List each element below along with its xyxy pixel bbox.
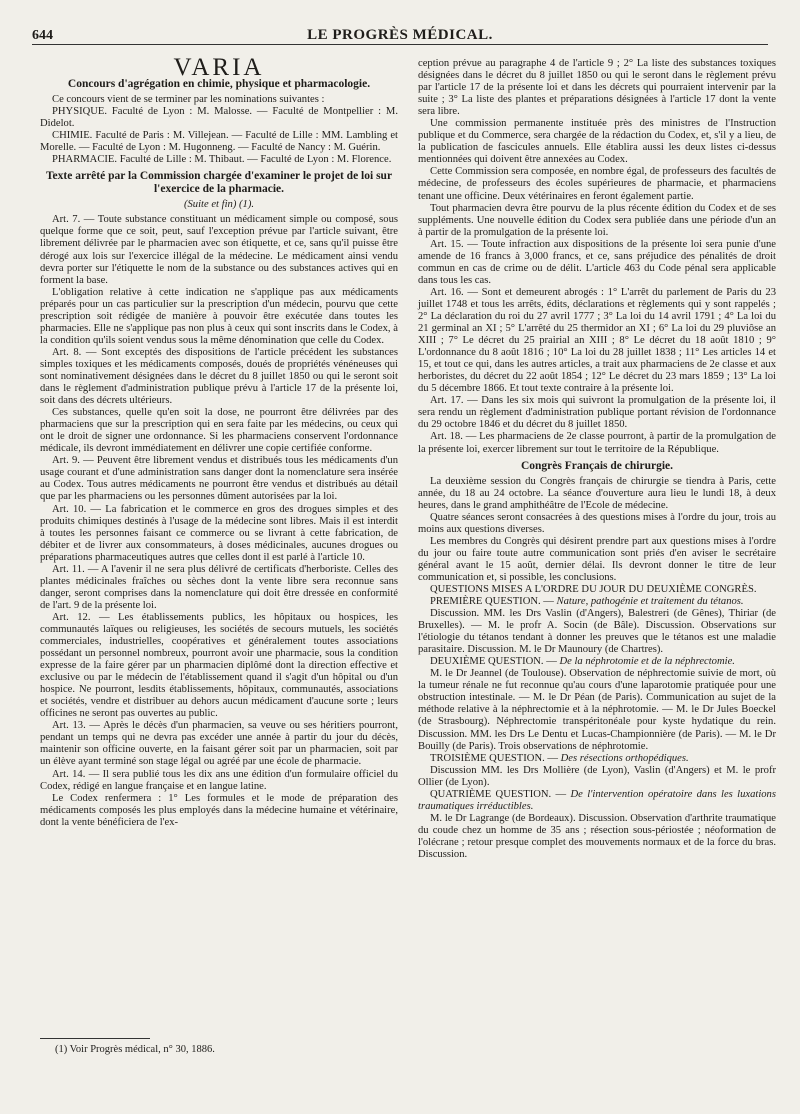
question-1-topic: Nature, pathogénie et traitement du tétanos.: [556, 596, 744, 608]
texte-subtitle: (Suite et fin) (1).: [183, 199, 254, 211]
footnote-divider: [40, 1038, 150, 1039]
congres-title: Congrès Français de chirurgie.: [520, 459, 674, 472]
question-4-label: QUATRIÈME QUESTION. —: [430, 788, 567, 800]
question-2-text: M. le Dr Jeannel (de Toulouse). Observation de néphrectomie suivie de mort, où la tumeur rénale ne fut reconnue qu'au cours d'une laparotomie pratiquée pour une obstruction intestinale. — M. le Dr Péan (de Paris). Communication au sujet de la méthode relative à la néphrectomie et à la néphrotomie. — M. le Dr Jules Boeckel (de Strasbourg). Néphrectomie transpéritonéale pour kyste hydatique du rein. Discussion. MM. les Drs Le Dentu et Lucas-Championnière (de Paris). — M. le Dr Bouilly (de Paris). Trois observations de néphrotomie.: [418, 668, 776, 752]
concours-intro: Ce concours vient de se terminer par les nominations suivantes :: [52, 94, 325, 106]
question-1-label: PREMIÈRE QUESTION. —: [430, 596, 554, 608]
article-9: Art. 9. — Peuvent être librement vendus et distribués tous les médicaments d'un usage courant et d'une administration sans danger dont la nomenclature sera insérée au Codex. Tous autres médicaments ne pourront être vendus et distribués au détail que par les pharmaciens ou les personnes dûment autorisées par la loi.: [40, 455, 398, 503]
codex-edition: Tout pharmacien devra être pourvu de la plus récente édition du Codex et de ses suppléments. Une nouvelle édition du Codex sera publiée dans une période d'un an à partir de la promulgation de la présente loi.: [418, 202, 776, 238]
question-1-text: Discussion. MM. les Drs Vaslin (d'Angers), Balestreri (de Gênes), Thiriar (de Bruxelles). — M. le profr A. Socin (de Bâle). Discussion. Observations sur l'étiologie du tétanos tendant à donner les preuves que le tétanos est une maladie parasitaire. Discussion. M. le Dr Maunoury (de Chartres).: [418, 608, 776, 656]
question-3-head: [418, 753, 776, 765]
question-3-text: Discussion MM. les Drs Mollière (de Lyon), Vaslin (d'Angers) et M. le profr Ollier (de Lyon).: [418, 764, 776, 788]
article-8-substances: Ces substances, quelle qu'en soit la dose, ne pourront être délivrées par des pharmaciens que sur la prescription qui en sera faite par les médecins, ou ceux qui ont le droit de signer une ordonnance. Si les pharmaciens conservent l'ordonnance médicale, ils devront immédiatement en délivrer une copie certifiée conforme.: [40, 407, 398, 455]
journal-title: LE PROGRÈS MÉDICAL.: [307, 27, 493, 43]
congres-para-1: La deuxième session du Congrès français de chirurgie se tiendra à Paris, cette année, du 18 au 24 octobre. La séance d'ouverture aura lieu le lundi 18, à deux heures, dans le grand amphithéâtre de l'Ecole de médecine.: [418, 475, 776, 511]
article-7: Art. 7. — Toute substance constituant un médicament simple ou composé, sous quelque forme que ce soit, peut, sauf l'exception prévue par l'article suivant, être librement délivrée par le pharmacien avec son étiquette, et ce, sans qu'il puisse être dérogé aux lois sur l'exercice illégal de la médecine. Le médicament ainsi vendu devra porter sur l'étiquette le nom de la substance ou des substances actives qui en forment la base.: [40, 214, 398, 286]
article-13: Art. 13. — Après le décès d'un pharmacien, sa veuve ou ses héritiers pourront, pendant un temps qui ne devra pas excéder une année à partir du jour du décès, maintenir son officine ouverte, en la faisant gérer soit par un pharmacien, soit par un élève ayant terminé son stage légal ou agréé par une école de pharmacie.: [40, 720, 398, 768]
article-7-obligation: L'obligation relative à cette indication ne s'applique pas aux médicaments préparés pour un cas particulier sur la prescription d'un médecin, pourvu que cette prescription soit rédigée de manière à pouvoir être exécutée dans toutes les pharmacies. Elle ne s'applique pas non plus à ceux qui sont inscrits dans le Codex, à la condition qu'ils soient vendus sous la même dénomination que celle du Codex.: [40, 286, 398, 346]
article-12: Art. 12. — Les établissements publics, les hôpitaux ou hospices, les communautés laïques ou religieuses, les sociétés de secours mutuels, les sociétés commerciales, industrielles, coopératives et généralement toutes associations possédant un personnel nombreux, pourront avoir une pharmacie, sous la condition expresse de la faire gérer par un pharmacien diplômé dont la direction effective et exclusive ou par le médecin de l'établissement quand il s'agit d'un hôpital ou d'un hospice. Ne pourront, lesdits établissements, hôpitaux, communautés, associations et sociétés, vendre et distribuer au dehors aucun médicament d'aucune sorte ; leurs officines ne seront pas ouvertes au public.: [40, 611, 398, 720]
codex-contents: Le Codex renfermera : 1° Les formules et le mode de préparation des médicaments composés les plus employés dans la médecine humaine et vétérinaire, dont la vente bénéficiera de l'ex-: [40, 792, 398, 828]
article-16: Art. 16. — Sont et demeurent abrogés : 1° L'arrêt du parlement de Paris du 23 juillet 1748 et tous les arrêts, édits, déclarations et règlements qui y sont rappelés ; 2° La déclaration du roi du 27 avril 1777 ; 3° La loi du 14 avril 1791 ; 4° La loi du 21 germinal an XI ; 5° L'arrêté du 25 thermidor an XI ; 6° La loi du 29 pluviôse an XIII ; 7° Le décret du 25 prairial an XIII ; 8° Le décret du 18 août 1810 ; 9° L'ordonnance du 8 août 1816 ; 10° La loi du 28 juillet 1838 ; 11° Les articles 14 et 15, et tout ce qui, dans les autres articles, a trait aux pharmaciens de 2e classe et aux herboristes, du décret du 22 août 1854 ; 12° Le décret du 23 mars 1859 ; 13° La loi du 5 décembre 1866. Et tout texte contraire à la présente loi.: [418, 286, 776, 395]
running-head: [32, 22, 768, 45]
concours-line-chimie: CHIMIE. Faculté de Paris : M. Villejean. — Faculté de Lille : MM. Lambling et Morelle. — Faculté de Lyon : M. Hugonneng. — Faculté de Nancy : M. Guérin.: [40, 130, 398, 154]
question-4-head: [418, 789, 776, 813]
questions-heading: QUESTIONS MISES A L'ORDRE DU JOUR DU DEUXIÈME CONGRÈS.: [430, 583, 757, 595]
question-3-topic: Des résections orthopédiques.: [560, 752, 689, 764]
concours-line-pharmacie: PHARMACIE. Faculté de Lille : M. Thibaut. — Faculté de Lyon : M. Florence.: [52, 154, 392, 166]
page-number: 644: [32, 28, 53, 43]
codex-contents-continued: ception prévue au paragraphe 4 de l'article 9 ; 2° La liste des substances toxiques désignées dans le décret du 8 juillet 1850 ou qui le seront dans le règlement prévu par l'article 17 de la présente loi et dans les décrets qui pourraient intervenir par la suite ; 3° La liste des plantes et préparations désignées à l'article 17 dont la vente sera libre.: [418, 58, 776, 118]
congres-para-3: Les membres du Congrès qui désirent prendre part aux questions mises à l'ordre du jour ou faire toute autre communication sont priés d'en aviser le secrétaire général avant le 15 août, dernier délai. Ils devront donner le titre de leur communication et, si possible, les conclusions.: [418, 535, 776, 583]
commission-permanente: Une commission permanente instituée près des ministres de l'Instruction publique et du Commerce, sera chargée de la rédaction du Codex, et, s'il y a lieu, de la publication de fascicules annuels. Elle établira aussi les deux listes ci-dessus mentionnées qui doivent être annexées au Codex.: [418, 118, 776, 166]
question-1-head: [418, 596, 776, 608]
article-10: Art. 10. — La fabrication et le commerce en gros des drogues simples et des produits chimiques destinés à l'usage de la médecine sont libres. Mais il est interdit à toutes les personnes faisant ce commerce ou se livrant à cette fabrication, de débiter et de livrer aux consommateurs, à doses médicinales, aucunes drogues ou préparations pharmaceutiques autres que celles dont il est parlé à l'article 10.: [40, 503, 398, 563]
right-column: [418, 58, 776, 861]
question-2-head: [418, 656, 776, 668]
concours-title: Concours d'agrégation en chimie, physique et pharmacologie.: [67, 78, 371, 91]
texte-title: Texte arrêté par la Commission chargée d'examiner le projet de loi sur l'exercice de la pharmacie.: [45, 170, 393, 196]
article-14: Art. 14. — Il sera publié tous les dix ans une édition d'un formulaire officiel du Codex, rédigé en langue française et en langue latine.: [40, 768, 398, 792]
question-2-label: DEUXIÈME QUESTION. —: [430, 656, 557, 668]
article-11: Art. 11. — A l'avenir il ne sera plus délivré de certificats d'herboriste. Celles des plantes médicinales fraîches ou sèches dont la vente libre sera reconnue sans danger, seront comprises dans la nomenclature qui doit être dressée en conformité de l'art. 9 de la présente loi.: [40, 563, 398, 611]
question-4-text: M. le Dr Lagrange (de Bordeaux). Discussion. Observation d'arthrite traumatique du coude chez un homme de 35 ans ; résection sous-périostée ; néoformation de l'olécrane ; retour presque complet des mouvements normaux et de la force du bras. Discussion.: [418, 812, 776, 860]
footnote: (1) Voir Progrès médical, n° 30, 1886.: [55, 1044, 215, 1055]
article-15: Art. 15. — Toute infraction aux dispositions de la présente loi sera punie d'une amende de 16 francs à 3,000 francs, et ce, sans préjudice des pénalités de droit commun en cas de crime ou de délit. L'article 463 du Code pénal sera applicable dans tous les cas.: [418, 238, 776, 286]
question-4-topic: De l'intervention opératoire dans les luxations traumatiques irréductibles.: [418, 788, 776, 812]
article-8: Art. 8. — Sont exceptés des dispositions de l'article précédent les substances simples toxiques et les médicaments composés, doués de propriétés vénéneuses qui sont nominativement désignées dans le décret du 8 juillet 1850 ou qui le seront soit dans le règlement d'administration publique prévu à l'article 17 de la présente loi, soit dans des décrets ultérieurs.: [40, 346, 398, 407]
commission-composition: Cette Commission sera composée, en nombre égal, de professeurs des facultés de médecine, de professeurs des écoles supérieures de pharmacie, et pharmaciens tenant une officine. Deux vétérinaires en feront également partie.: [418, 166, 776, 202]
left-column: [40, 54, 398, 829]
article-18: Art. 18. — Les pharmaciens de 2e classe pourront, à partir de la promulgation de la présente loi, exercer librement sur tout le territoire de la République.: [418, 431, 776, 455]
congres-para-2: Quatre séances seront consacrées à des questions mises à l'ordre du jour, trois au moins aux questions diverses.: [418, 511, 776, 535]
question-3-label: TROISIÈME QUESTION. —: [430, 752, 558, 764]
article-17: Art. 17. — Dans les six mois qui suivront la promulgation de la présente loi, il sera rendu un règlement d'administration publique portant révision de l'ordonnance du 29 octobre 1846 et du décret du 8 juillet 1850.: [418, 395, 776, 431]
section-heading-varia: VARIA: [173, 54, 265, 81]
concours-line-physique: PHYSIQUE. Faculté de Lyon : M. Malosse. — Faculté de Montpellier : M. Didelot.: [40, 106, 398, 130]
question-2-topic: De la néphrotomie et de la néphrectomie.: [559, 656, 735, 668]
